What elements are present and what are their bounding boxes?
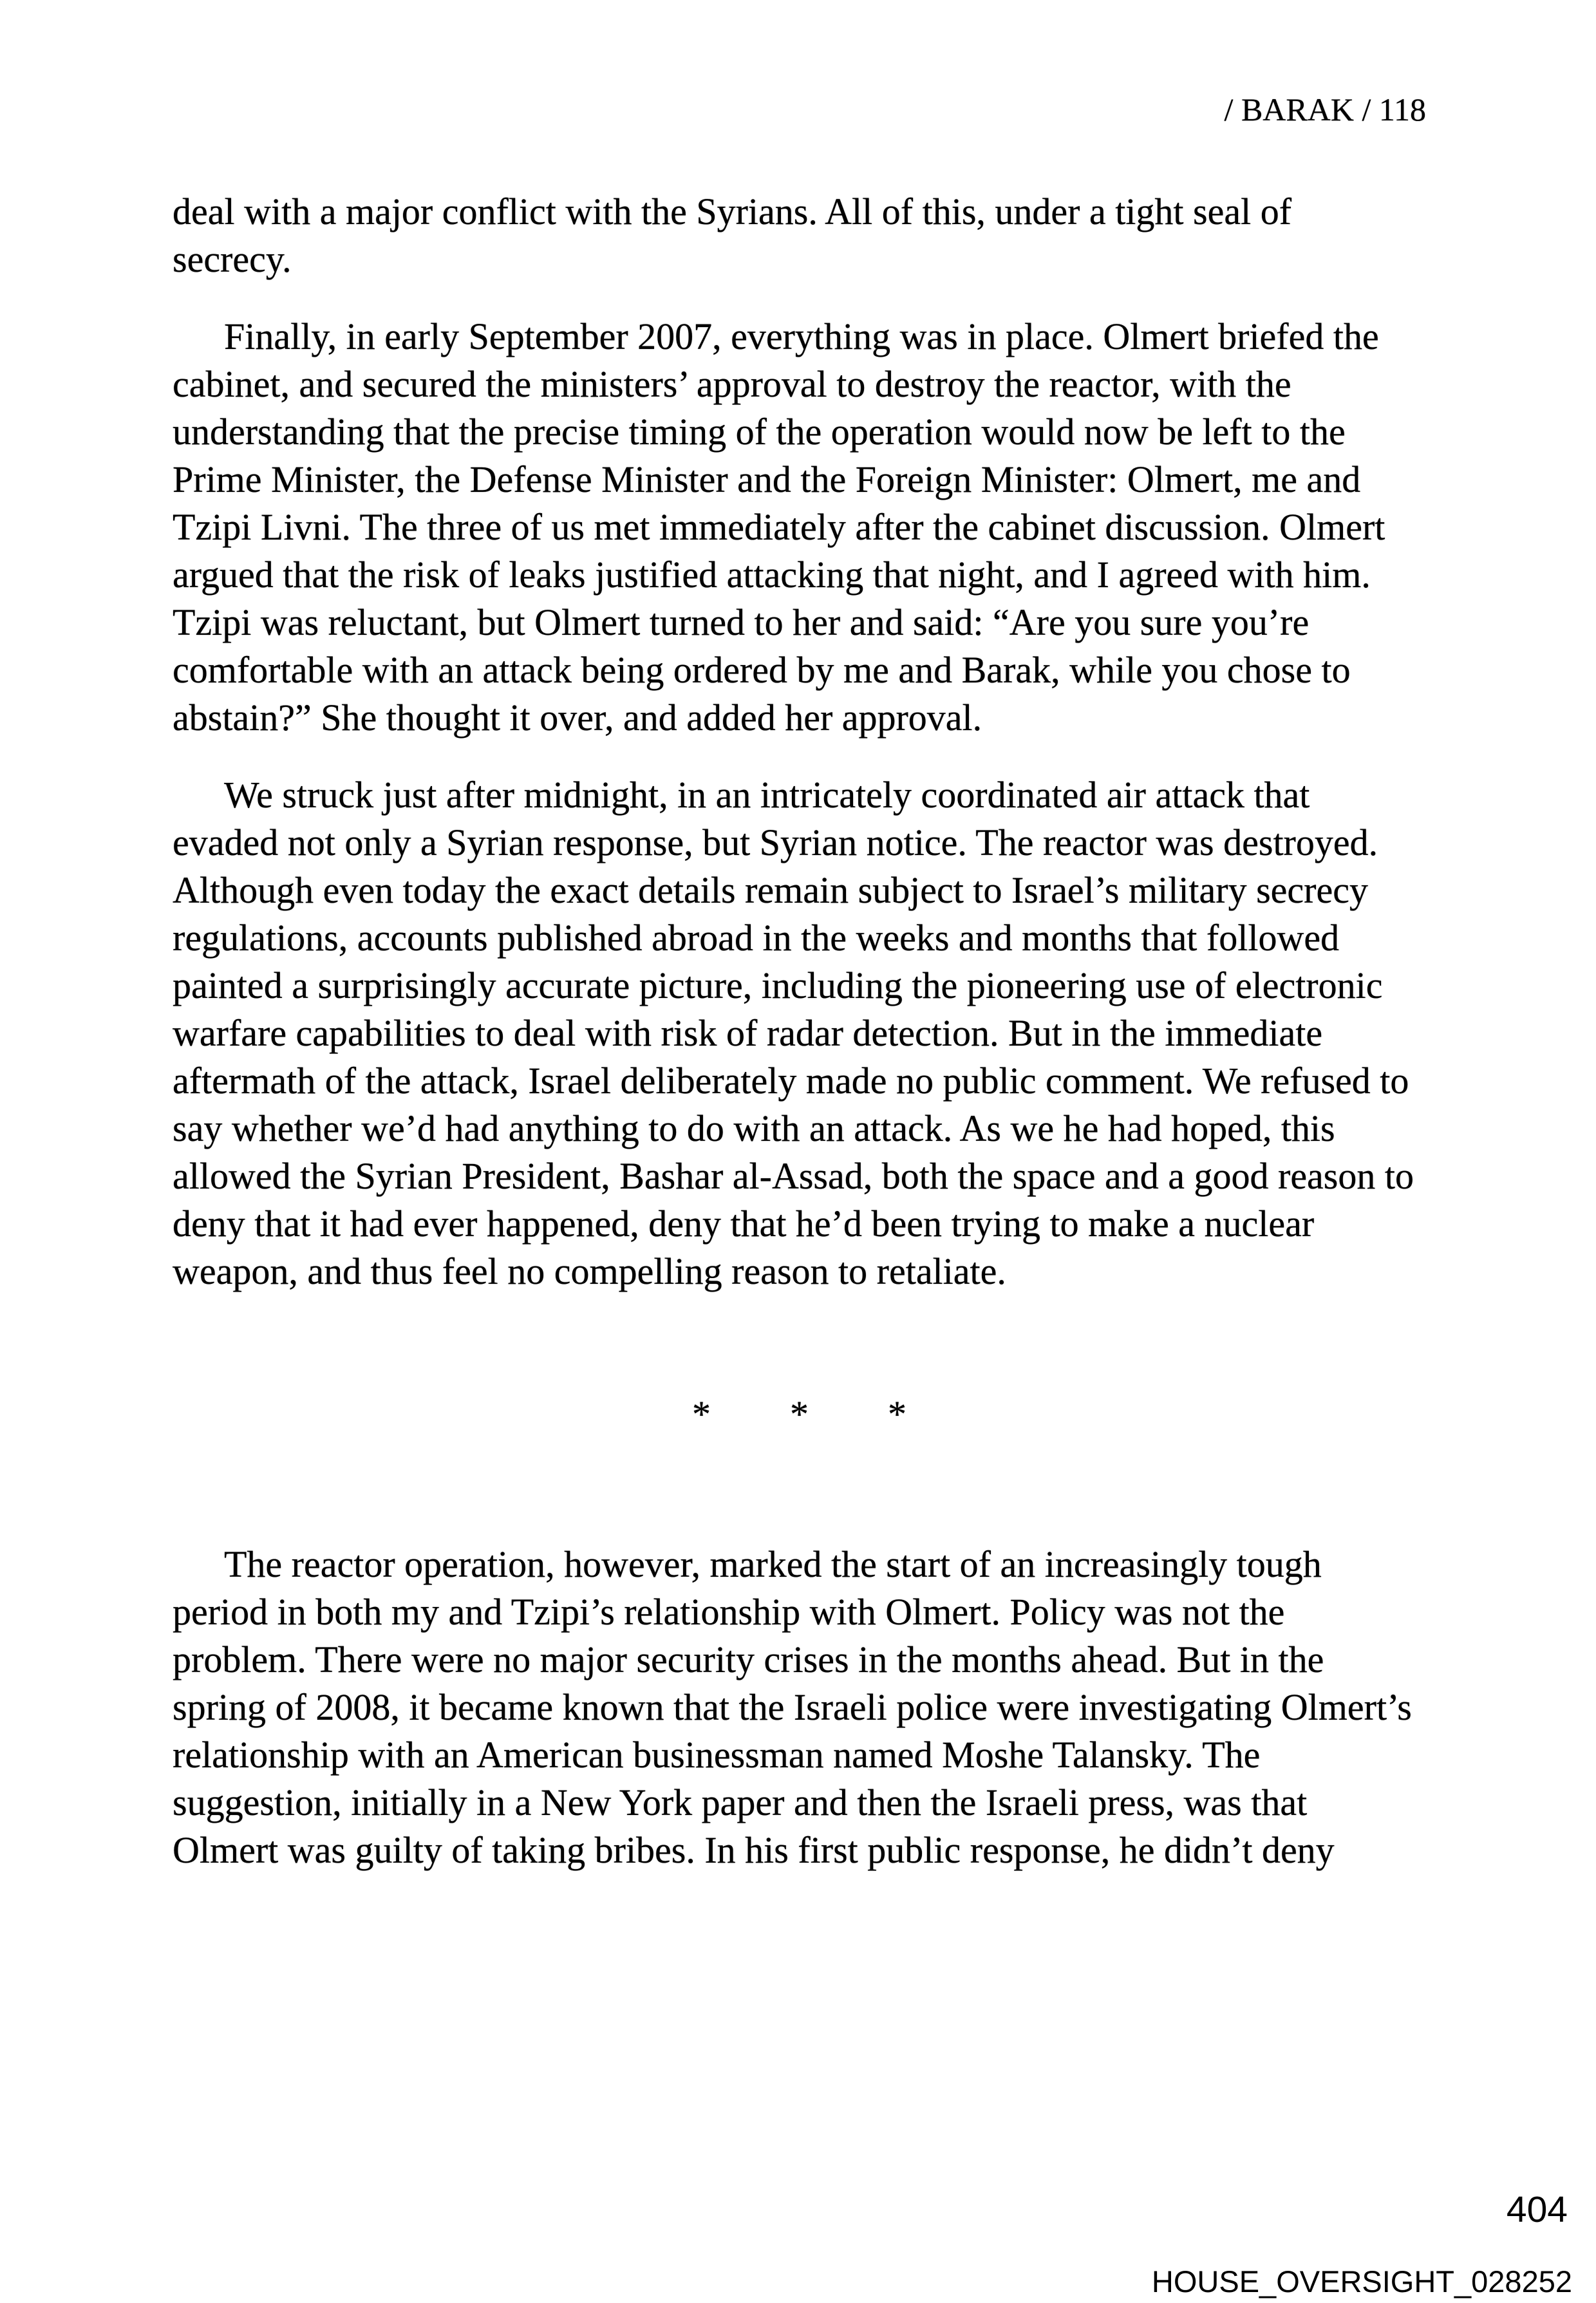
text-line: Olmert was guilty of taking bribes. In his first public response, he didn’t deny [173, 1829, 1335, 1871]
text-line: problem. There were no major security crises in the months ahead. But in the [173, 1639, 1324, 1680]
paragraph [173, 771, 1426, 1295]
paragraph [173, 313, 1426, 742]
text-line: abstain?” She thought it over, and added her approval. [173, 697, 982, 738]
text-line: say whether we’d had anything to do with an attack. As we he had hoped, this [173, 1107, 1335, 1149]
asterisk: * [692, 1393, 711, 1435]
text-line: warfare capabilities to deal with risk of radar detection. But in the immediate [173, 1012, 1323, 1054]
text-line: regulations, accounts published abroad in the weeks and months that followed [173, 917, 1340, 959]
text-line: Tzipi was reluctant, but Olmert turned to her and said: “Are you sure you’re [173, 601, 1310, 643]
text-line: weapon, and thus feel no compelling reason to retaliate. [173, 1250, 1006, 1292]
text-line: comfortable with an attack being ordered by me and Barak, while you chose to [173, 649, 1351, 691]
section-separator [173, 1391, 1426, 1438]
text-line: allowed the Syrian President, Bashar al-Assad, both the space and a good reason to [173, 1155, 1414, 1197]
text-line: aftermath of the attack, Israel deliberately made no public comment. We refused to [173, 1060, 1409, 1102]
text-line: deal with a major conflict with the Syrians. All of this, under a tight seal of [173, 191, 1292, 232]
text-line: spring of 2008, it became known that the Israeli police were investigating Olmert’s [173, 1686, 1412, 1728]
asterisk: * [888, 1393, 906, 1435]
page-number: 404 [1506, 2189, 1568, 2230]
asterisk: * [790, 1393, 809, 1435]
text-line: Although even today the exact details remain subject to Israel’s military secrecy [173, 869, 1368, 911]
running-header: / BARAK / 118 [1224, 91, 1426, 127]
text-line: Prime Minister, the Defense Minister and the Foreign Minister: Olmert, me and [173, 458, 1361, 500]
paragraph [173, 1541, 1426, 1874]
text-line: argued that the risk of leaks justified attacking that night, and I agreed with him. [173, 554, 1371, 596]
text-line: painted a surprisingly accurate picture, including the pioneering use of electronic [173, 964, 1383, 1006]
text-line: cabinet, and secured the ministers’ approval to destroy the reactor, with the [173, 363, 1291, 405]
body-text [173, 188, 1426, 1874]
text-line: evaded not only a Syrian response, but Syrian notice. The reactor was destroyed. [173, 822, 1378, 863]
text-line: secrecy. [173, 238, 292, 280]
text-line: deny that it had ever happened, deny that he’d been trying to make a nuclear [173, 1203, 1315, 1245]
bates-stamp: HOUSE_OVERSIGHT_028252 [1151, 2264, 1572, 2298]
text-line: understanding that the precise timing of the operation would now be left to the [173, 411, 1346, 453]
text-line: The reactor operation, however, marked the start of an increasingly tough [224, 1543, 1322, 1585]
text-line: Tzipi Livni. The three of us met immediately after the cabinet discussion. Olmert [173, 506, 1385, 548]
text-line: We struck just after midnight, in an intricately coordinated air attack that [224, 774, 1310, 816]
text-line: period in both my and Tzipi’s relationship with Olmert. Policy was not the [173, 1591, 1285, 1633]
paragraph [173, 188, 1426, 283]
text-line: Finally, in early September 2007, everything was in place. Olmert briefed the [224, 315, 1379, 357]
text-line: relationship with an American businessman named Moshe Talansky. The [173, 1734, 1261, 1776]
text-line: suggestion, initially in a New York paper and then the Israeli press, was that [173, 1781, 1308, 1823]
